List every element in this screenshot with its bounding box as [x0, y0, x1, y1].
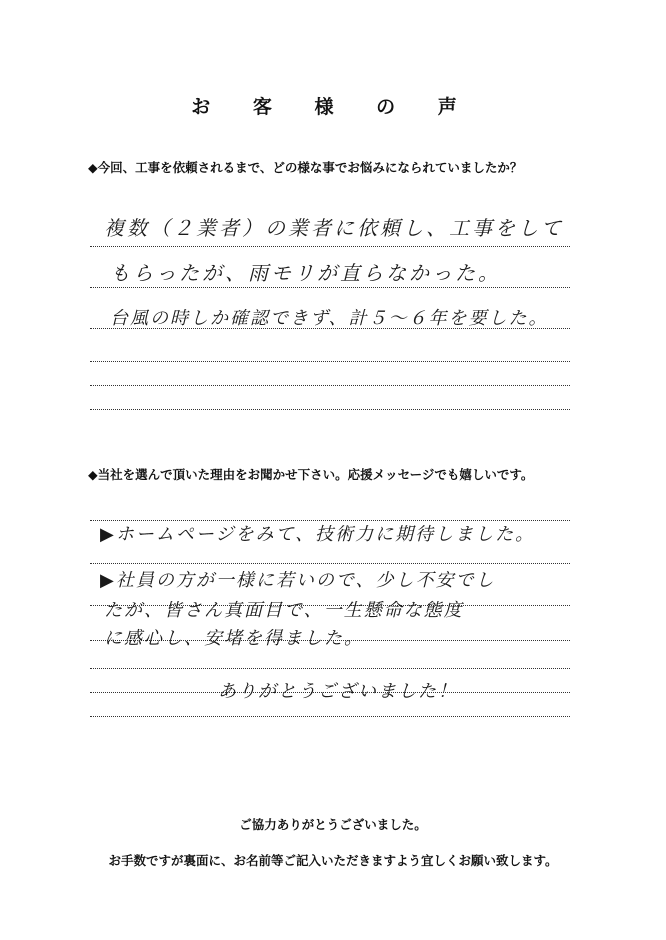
- answer-2-line-2: ▶社員の方が一様に若いので、少し不安でし: [100, 570, 496, 591]
- footer-thanks: ご協力ありがとうございました。: [239, 817, 427, 832]
- answer-1-line-3: 台風の時しか確認できず、計５〜６年を要した。: [110, 308, 549, 329]
- answer-2-line-4: に感心し、安堵を得ました。: [104, 628, 364, 649]
- ruled-line: [90, 361, 570, 362]
- answer-1-line-2: もらったが、雨モリが直らなかった。: [110, 261, 501, 285]
- ruled-line: [90, 668, 570, 669]
- footer-request: お手数ですが裏面に、お名前等ご記入いただきますよう宜しくお願い致します。: [108, 853, 558, 868]
- ruled-line: [90, 246, 570, 247]
- question-1: ◆今回、工事を依頼されるまで、どの様な事でお悩みになられていましたか？: [88, 160, 523, 175]
- answer-2-line-3: たが、皆さん真面目で、一生懸命な態度: [104, 600, 464, 621]
- ruled-line: [90, 409, 570, 410]
- page-title: お 客 様 の 声: [191, 96, 475, 118]
- answer-1-line-1: 複数（２業者）の業者に依頼し、工事をして: [104, 216, 564, 240]
- answer-2-line-1: ▶ホームページをみて、技術力に期待しました。: [100, 524, 536, 545]
- answer-2-line-5: ありがとうございました！: [218, 681, 458, 702]
- ruled-line: [90, 385, 570, 386]
- question-2: ◆当社を選んで頂いた理由をお聞かせ下さい。応援メッセージでも嬉しいです。: [88, 467, 534, 482]
- ruled-line: [90, 563, 570, 564]
- ruled-line: [90, 287, 570, 288]
- ruled-line: [90, 716, 570, 717]
